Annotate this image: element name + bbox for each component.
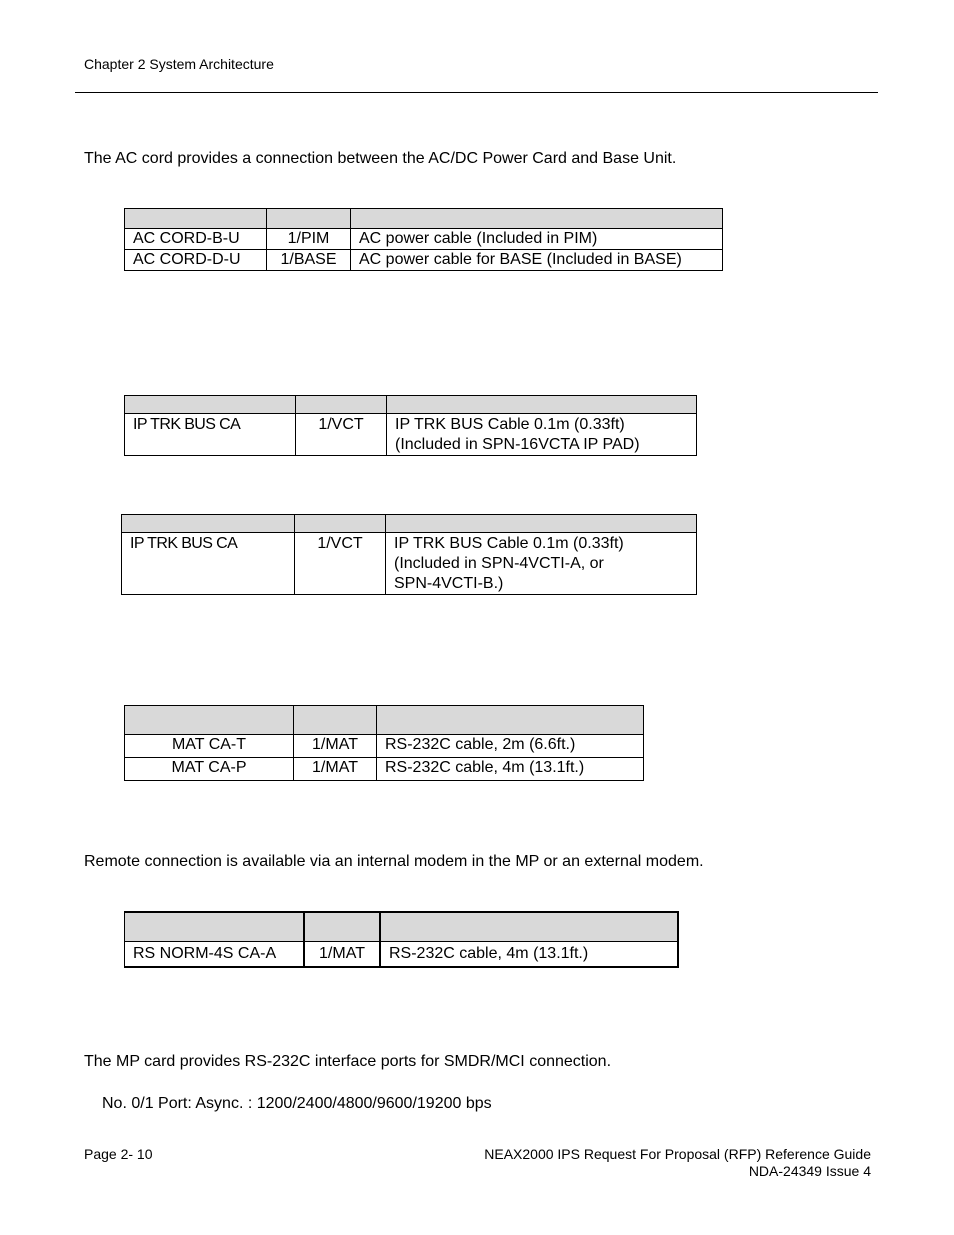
table-cell: RS-232C cable, 4m (13.1ft.) [377, 758, 644, 781]
remote-intro: Remote connection is available via an internal modem in the MP or an external modem. [84, 853, 704, 870]
table-row [125, 758, 644, 781]
cell-line: (Included in SPN-16VCTA IP PAD) [395, 436, 640, 453]
table-cell: 1/PIM [267, 229, 351, 250]
table-cell: IP TRK BUS CA [122, 533, 295, 595]
table-row [125, 250, 723, 271]
page-number: Page 2- 10 [84, 1146, 153, 1162]
table-cell: 1/MAT [304, 941, 380, 967]
table-cell: 1/BASE [267, 250, 351, 271]
header-rule [75, 92, 878, 93]
cell-line: (Included in SPN-4VCTI-A, or [394, 555, 604, 572]
table-cell: 1/MAT [294, 758, 377, 781]
chapter-header: Chapter 2 System Architecture [84, 56, 274, 72]
table-cell: AC CORD-B-U [125, 229, 267, 250]
footer-guide [484, 1146, 871, 1180]
table-row [122, 533, 697, 595]
table-cell: AC CORD-D-U [125, 250, 267, 271]
table-row [125, 414, 697, 456]
table-row [125, 229, 723, 250]
table-cell: MAT CA-P [125, 758, 294, 781]
ac-cord-intro: The AC cord provides a connection between the AC/DC Power Card and Base Unit. [84, 150, 677, 167]
table-cell: RS-232C cable, 4m (13.1ft.) [380, 941, 678, 967]
table-cell: RS-232C cable, 2m (6.6ft.) [377, 735, 644, 758]
table-cell: AC power cable (Included in PIM) [351, 229, 723, 250]
table-cell: 1/MAT [294, 735, 377, 758]
ip-trk-bus-table-2 [121, 514, 697, 595]
table-cell [386, 533, 697, 595]
cell-line: IP TRK BUS Cable 0.1m (0.33ft) [394, 535, 624, 552]
table-cell: RS NORM-4S CA-A [125, 941, 305, 967]
cell-line: SPN-4VCTI-B.) [394, 575, 504, 592]
table-cell: 1/VCT [295, 533, 386, 595]
mat-cable-table [124, 705, 644, 781]
mp-card-intro: The MP card provides RS-232C interface ports for SMDR/MCI connection. [84, 1053, 612, 1070]
port-spec-line: No. 0/1 Port: Async. : 1200/2400/4800/9600/19200 bps [102, 1095, 492, 1112]
table-cell: AC power cable for BASE (Included in BASE) [351, 250, 723, 271]
cell-line: IP TRK BUS Cable 0.1m (0.33ft) [395, 416, 625, 433]
doc-number: NDA-24349 Issue 4 [748, 1163, 871, 1179]
ac-cord-table [124, 208, 723, 271]
table-row [125, 941, 679, 967]
table-cell [387, 414, 697, 456]
table-cell: MAT CA-T [125, 735, 294, 758]
table-row [125, 735, 644, 758]
ip-trk-bus-table-1 [124, 395, 697, 456]
guide-title: NEAX2000 IPS Request For Proposal (RFP) Reference Guide [484, 1146, 871, 1162]
table-cell: 1/VCT [296, 414, 387, 456]
rs-norm-table [124, 911, 679, 968]
table-cell: IP TRK BUS CA [125, 414, 296, 456]
